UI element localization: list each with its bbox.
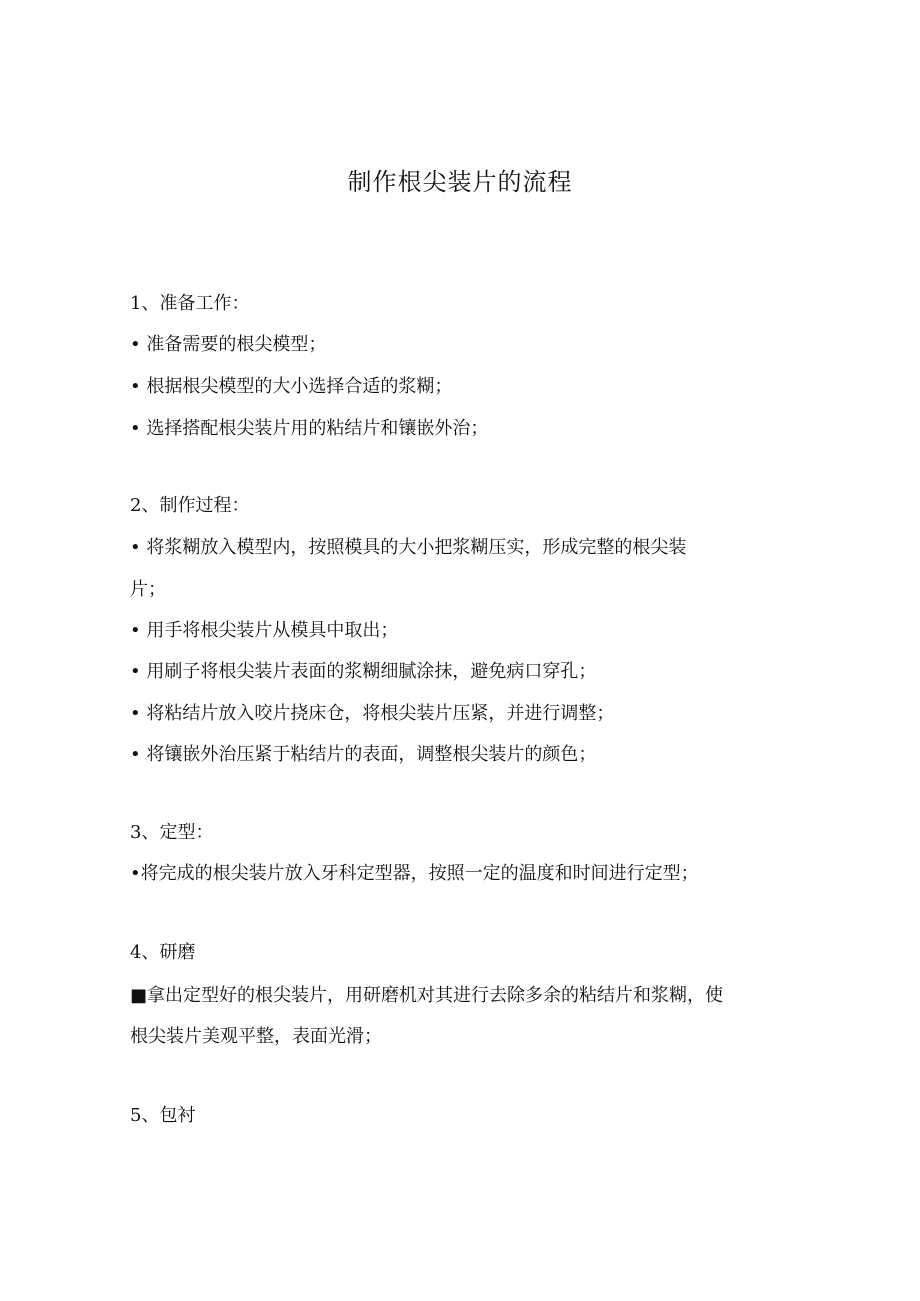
section-heading-3: 3、定型： xyxy=(130,822,214,843)
list-item: •将完成的根尖装片放入牙科定型器，按照一定的温度和时间进行定型； xyxy=(130,863,699,884)
list-item: • 准备需要的根尖模型； xyxy=(130,334,327,355)
list-item-continuation: 根尖装片美观平整，表面光滑； xyxy=(130,1026,382,1047)
list-item: ■拿出定型好的根尖装片，用研磨机对其进行去除多余的粘结片和浆糊，使 xyxy=(130,985,724,1006)
list-item: • 用刷子将根尖装片表面的浆糊细腻涂抹，避免病口穿孔； xyxy=(130,661,597,682)
list-item: • 用手将根尖装片从模具中取出； xyxy=(130,620,399,641)
list-item: • 选择搭配根尖装片用的粘结片和镶嵌外治； xyxy=(130,418,489,439)
list-item: • 将浆糊放入模型内，按照模具的大小把浆糊压实，形成完整的根尖装 xyxy=(130,537,687,558)
page-title: 制作根尖装片的流程 xyxy=(347,168,573,196)
list-item: • 将粘结片放入咬片挠床仓，将根尖装片压紧，并进行调整； xyxy=(130,703,615,724)
section-heading-4: 4、研磨 xyxy=(130,942,196,963)
list-item: • 将镶嵌外治压紧于粘结片的表面，调整根尖装片的颜色； xyxy=(130,744,597,765)
section-heading-1: 1、准备工作： xyxy=(130,293,250,314)
list-item: • 根据根尖模型的大小选择合适的浆糊； xyxy=(130,376,453,397)
section-heading-5: 5、包衬 xyxy=(130,1105,196,1126)
list-item-continuation: 片； xyxy=(130,579,166,600)
section-heading-2: 2、制作过程： xyxy=(130,495,250,516)
